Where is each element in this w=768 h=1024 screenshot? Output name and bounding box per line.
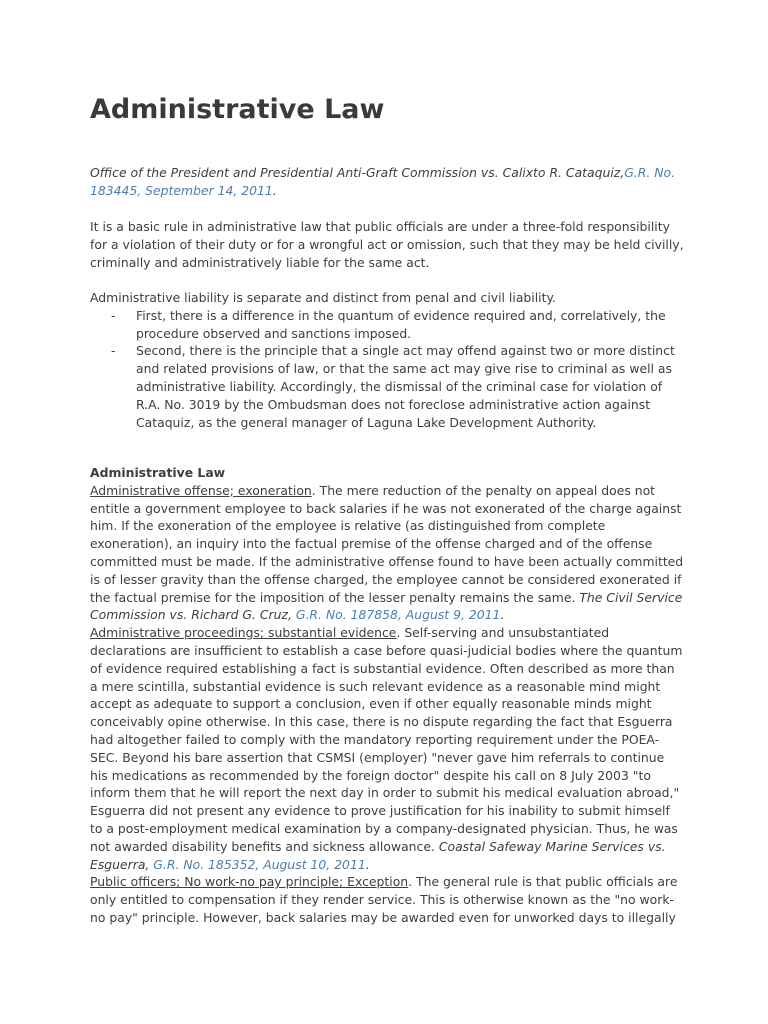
paragraph-threefold-responsibility: It is a basic rule in administrative law that public officials are under a three-fold responsibility for a violation of their duty or for a wrongful act or omission, such that they may be held civilly, criminally and administratively liable for the same act. [90, 219, 684, 270]
list-item-text: First, there is a difference in the quantum of evidence required and, correlatively, the procedure observed and sanctions imposed. [136, 307, 666, 341]
digest-entry [90, 624, 685, 873]
list-item [90, 307, 685, 343]
entry-topic: Administrative offense; exoneration [90, 482, 312, 498]
case-citation-text: Office of the President and Presidential Anti-Graft Commission vs. Calixto R. Cataquiz, [90, 165, 625, 180]
dash-bullet: - [111, 307, 116, 323]
list-item [90, 342, 685, 431]
digest-section [90, 464, 685, 927]
dash-bullet: - [111, 343, 116, 359]
entry-body: . The general rule is that public officials are only entitled to compensation if they render service. This is otherwise known as the "no work-no pay" principle. However, back salaries may be awarded even for unworked days to illegally [90, 874, 678, 925]
page-title: Administrative Law [90, 94, 385, 125]
entry-case-link[interactable]: G.R. No. 185352, August 10, 2011 [153, 856, 366, 872]
case-citation-end: . [272, 182, 277, 198]
entry-case-name: Coastal Safeway Marine Services vs. Esguerra, [90, 838, 666, 872]
liability-intro: Administrative liability is separate and distinct from penal and civil liability. [90, 290, 556, 305]
section-heading: Administrative Law [90, 465, 226, 480]
case-citation [90, 164, 685, 200]
digest-entry [90, 482, 685, 624]
liability-list [90, 307, 685, 432]
paragraph-liability [90, 289, 685, 431]
entry-case-link[interactable]: G.R. No. 187858, August 9, 2011 [295, 607, 501, 623]
entry-body: . Self-serving and unsubstantiated declarations are insufficient to establish a case before quasi-judicial bodies where the quantum of evidence required establishing a fact is substantial evidence. Often described as more than a mere scintilla, substantial evidence is such relevant evidence as a reasonable mind might accept as adequate to support a conclusion, even if other equally reasonable minds might conceivably opine otherwise. In this case, there is no dispute regarding the fact that Esguerra had altogether failed to comply with the mandatory reporting requirement under the POEA-SEC. Beyond his bare assertion that CSMSI (employer) "never gave him referrals to continue his medications as recommended by the foreign doctor" despite his call on 8 July 2003 "to inform them that he will report the next day in order to submit his medical evaluation abroad," Esguerra did not present any evidence to prove justification for his inability to submit himself to a post-employment medical examination by a company-designated physician. Thus, he was not awarded disability benefits and sickness allowance. [90, 625, 683, 854]
case-citation-link[interactable]: G.R. No. 183445, September 14, 2011 [90, 165, 676, 198]
entry-end: . [500, 607, 505, 623]
digest-entry [90, 873, 685, 926]
entry-case-name: The Civil Service Commission vs. Richard G. Cruz, [90, 589, 683, 623]
entry-topic: Public officers; No work-no pay principle; Exception [90, 874, 409, 890]
entry-topic: Administrative proceedings; substantial evidence [90, 625, 397, 641]
entry-body: . The mere reduction of the penalty on appeal does not entitle a government employee to back salaries if he was not exonerated of the charge against him. If the exoneration of the employee is relative (as distinguished from complete exoneration), an inquiry into the factual premise of the offense charged and of the offense committed must be made. If the administrative offense found to have been actually committed is of lesser gravity than the offense charged, the employee cannot be considered exonerated if the factual premise for the imposition of the lesser penalty remains the same. [90, 482, 684, 605]
entry-end: . [365, 856, 370, 872]
list-item-text: Second, there is the principle that a single act may offend against two or more distinct and related provisions of law, or that the same act may give rise to criminal as well as administrative liability. Accordingly, the dismissal of the criminal case for violation of R.A. No. 3019 by the Ombudsman does not foreclose administrative action against Cataquiz, as the general manager of Laguna Lake Development Authority. [136, 343, 675, 430]
